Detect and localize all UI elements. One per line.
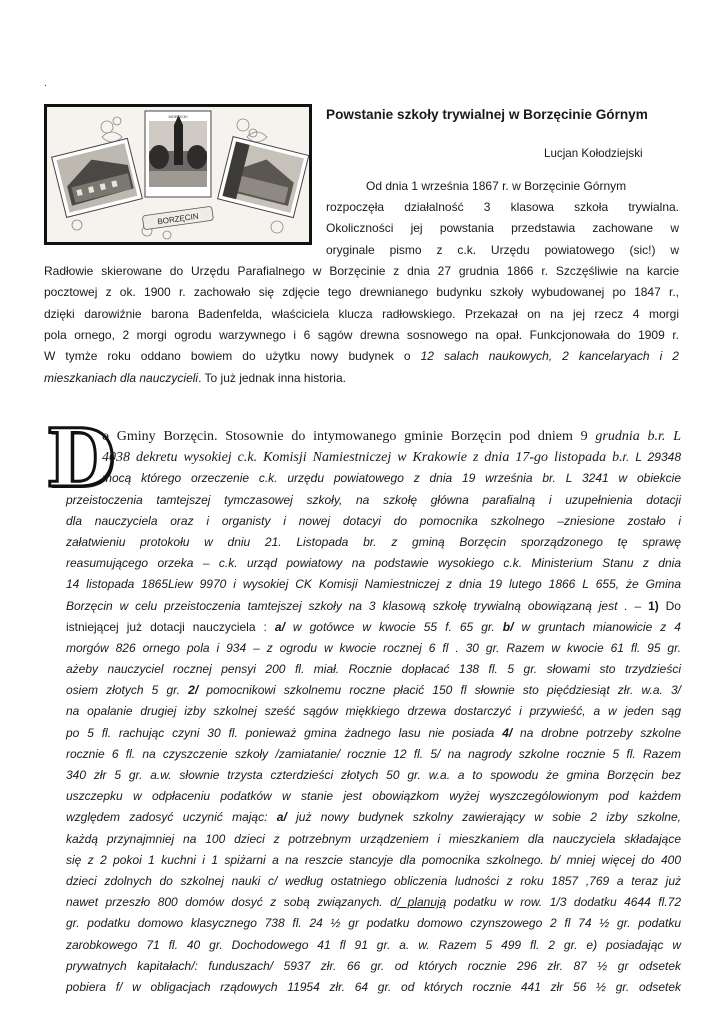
letter-line: morgów 826 ornego pola i 934 – z ogrodu w kwocie rocznej 6 fl . 30 gr. Razem w kwocie 61 fl. 95 gr. <box>66 640 681 655</box>
letter-line: zarobkowego 71 fl. 40 gr. Dochodowego 41 fl 91 gr. a. w. Razem 5 499 fl. 2 gr. e) posiadając w <box>66 937 681 952</box>
letter-line: 4038 dekretu wysokiej c.k. Komisji Namiestniczej w Krakowie z dnia 17-go listopada b.r. L 29348 <box>102 450 681 466</box>
postcard-label-top: MOROCKI <box>168 114 188 119</box>
letter-line: dzieci zdolnych do szkolnej nauki c/ według ostatniego obliczenia ludności z roku 1857 ,769 a teraz już <box>66 873 681 888</box>
letter-line: na opalanie drugiej izby szkolnej sześć sągów miękkiego drzewa dostarczyć i przywieść, a w jeden sąg <box>66 704 681 719</box>
letter-line: dla nauczyciela oraz i organisty i nowej dotacyi do pomocnika szkolnego –zniesione zostało i <box>66 513 681 528</box>
intro-line-8: pola ornego, 2 morgi ogrodu warzywnego i 6 sągów drewna sosnowego na opał. Funkcjonowała do 1909 r. <box>44 328 679 342</box>
intro-line-7: dzięki darowiźnie barona Badenfelda, właściciela klucza radłowskiego. Przekazał on na jej rzecz 4 morgi <box>44 307 679 321</box>
intro-line-2: rozpoczęła działalność 3 klasowa szkoła trywialna. <box>326 200 679 214</box>
stray-dot: . <box>44 78 47 89</box>
letter-line: pobiera f/ w obligacjach rządowych 11954 złr. 64 gr. od których rocznie 441 złr 56 ½ gr. odsetek <box>66 979 681 994</box>
letter-line: gr. podatku domowo klasycznego 738 fl. 24 ½ gr podatku domowo czynszowego 2 fl 74 ½ gr. podatku <box>66 916 681 931</box>
letter-line: 340 złr 5 gr. a.w. słownie trzysta czterdzieści złotych 50 gr. w.a. a to spowodu że gmina Borzęcin bez <box>66 768 681 782</box>
letter-line: względem zadosyć uczynić mając: a/ już nowy budynek szkolny zawierający w sobie 2 izby szkolne, <box>66 810 681 825</box>
letter-body <box>66 426 681 998</box>
intro-line-5: Radłowie skierowane do Urzędu Parafialnego w Borzęcinie z dnia 27 grudnia 1866 r. Szczęśliwie na karcie <box>44 264 679 278</box>
letter-line: prywatnych kapitałach/: funduszach/ 5937 złr. 66 gr. od których rocznie 296 złr. 87 ½ gr odsetek <box>66 958 681 973</box>
letter-line: nawet przeszło 800 domów dosyć z sobą związanych. d/ planują podatku w row. 1/3 dodatku 4644 fl.72 <box>66 895 681 910</box>
letter-line: ażeby nauczyciel rocznej pensyi 200 fl. miał. Rocznie dopłacać 138 fl. 5 gr. słowami sto trzydzieści <box>66 662 681 677</box>
intro-line-4: oryginale pismo z c.k. Urzędu powiatowego (sic!) w <box>326 243 679 257</box>
postcard-center-photo <box>145 111 211 197</box>
letter-line: reasumującego orzeka – c.k. urząd powiatowy na podstawie wysokiego c.k. Ministerium Stanu z dnia <box>66 556 681 571</box>
letter-line: o Gminy Borzęcin. Stosownie do intymowanego gminie Borzęcin pod dniem 9 grudnia b.r. L <box>102 429 681 444</box>
intro-line-3: Okoliczności jej powstania przedstawia zachowane w <box>326 221 679 235</box>
letter-line: się z 2 pokoi 1 kuchni i 1 spiżarni a na reszcie stancyje dla pomocnika szkolnego. b/ mniej więcej do 400 <box>66 852 681 867</box>
intro-line-6: pocztowej z ok. 1900 r. zachowało się zdjęcie tego drewnianego budynku szkoły wybudowanej po 1847 r., <box>44 285 679 299</box>
postcard-label-bottom: BORZĘCIN <box>156 211 200 227</box>
letter-line: Borzęcin w celu przeistoczenia tamtejszej szkoły na 3 klasową szkołę trywialną obowiązaną jest . – 1) Do <box>66 598 681 613</box>
author: Lucjan Kołodziejski <box>544 147 643 160</box>
intro-line-1: Od dnia 1 września 1867 r. w Borzęcinie Górnym <box>366 179 627 193</box>
letter-line: rocznie 6 fl. na czyszczenie szkoły /zamiatanie/ rocznie 12 fl. 5/ na nagrody szkolne rocznie 5 fl. Razem <box>66 746 681 761</box>
letter-line: istniejącej już dotacji nauczyciela : a/ w gotówce w kwocie 55 f. 65 gr. b/ w gruntach mianowicie z 4 <box>66 619 681 634</box>
drop-cap-letter: D <box>46 411 116 505</box>
page-title: Powstanie szkoły trywialnej w Borzęcinie Górnym <box>326 107 648 122</box>
letter-line: załatwieniu protokołu w dniu 21. Listopada br. z gminą Borzęcin sporządzonego tę sprawę <box>66 534 681 549</box>
letter-line: 14 listopada 1865Liew 9970 i wysokiej CK Komisji Namiestniczej z dnia 19 lutego 1866 L 655, że Gmina <box>66 577 681 592</box>
letter-line: każdą przynajmniej na 100 dzieci z potrzebnym urządzeniem i mieszkaniem dla nauczyciela składające <box>66 831 681 846</box>
intro-line-9: W tymże roku oddano bowiem do użytku nowy budynek o 12 salach naukowych, 2 kancelaryach i 2 <box>44 349 679 363</box>
letter-line: po 5 fl. rachując czyni 30 fl. ponieważ gmina żadnego lasu nie posiada 4/ na drobne potrzeby szkolne <box>66 725 681 740</box>
intro-line-10: mieszkaniach dla nauczycieli. To już jednak inna historia. <box>44 371 346 385</box>
letter-line: uszczepku w odpłaceniu podatków w stanie jest obowiązkom wyżej wyszczególowionym pod każdem <box>66 789 681 804</box>
postcard-image <box>44 104 312 245</box>
letter-line: osiem złotych 5 gr. 2/ pomocnikowi szkolnemu roczne płacić 150 fl słownie sto pięćdziesiąt złr. w.a. 3/ <box>66 683 681 698</box>
letter-line: przeistoczenia tamtejszej tymczasowej szkoły, na szkołę główna parafialną i uzupełnienia dotacji <box>66 492 681 507</box>
letter-line: mocą którego orzeczenie c.k. urzędu powiatowego z dnia 19 września br. L 3241 w obiekcie <box>102 471 681 486</box>
